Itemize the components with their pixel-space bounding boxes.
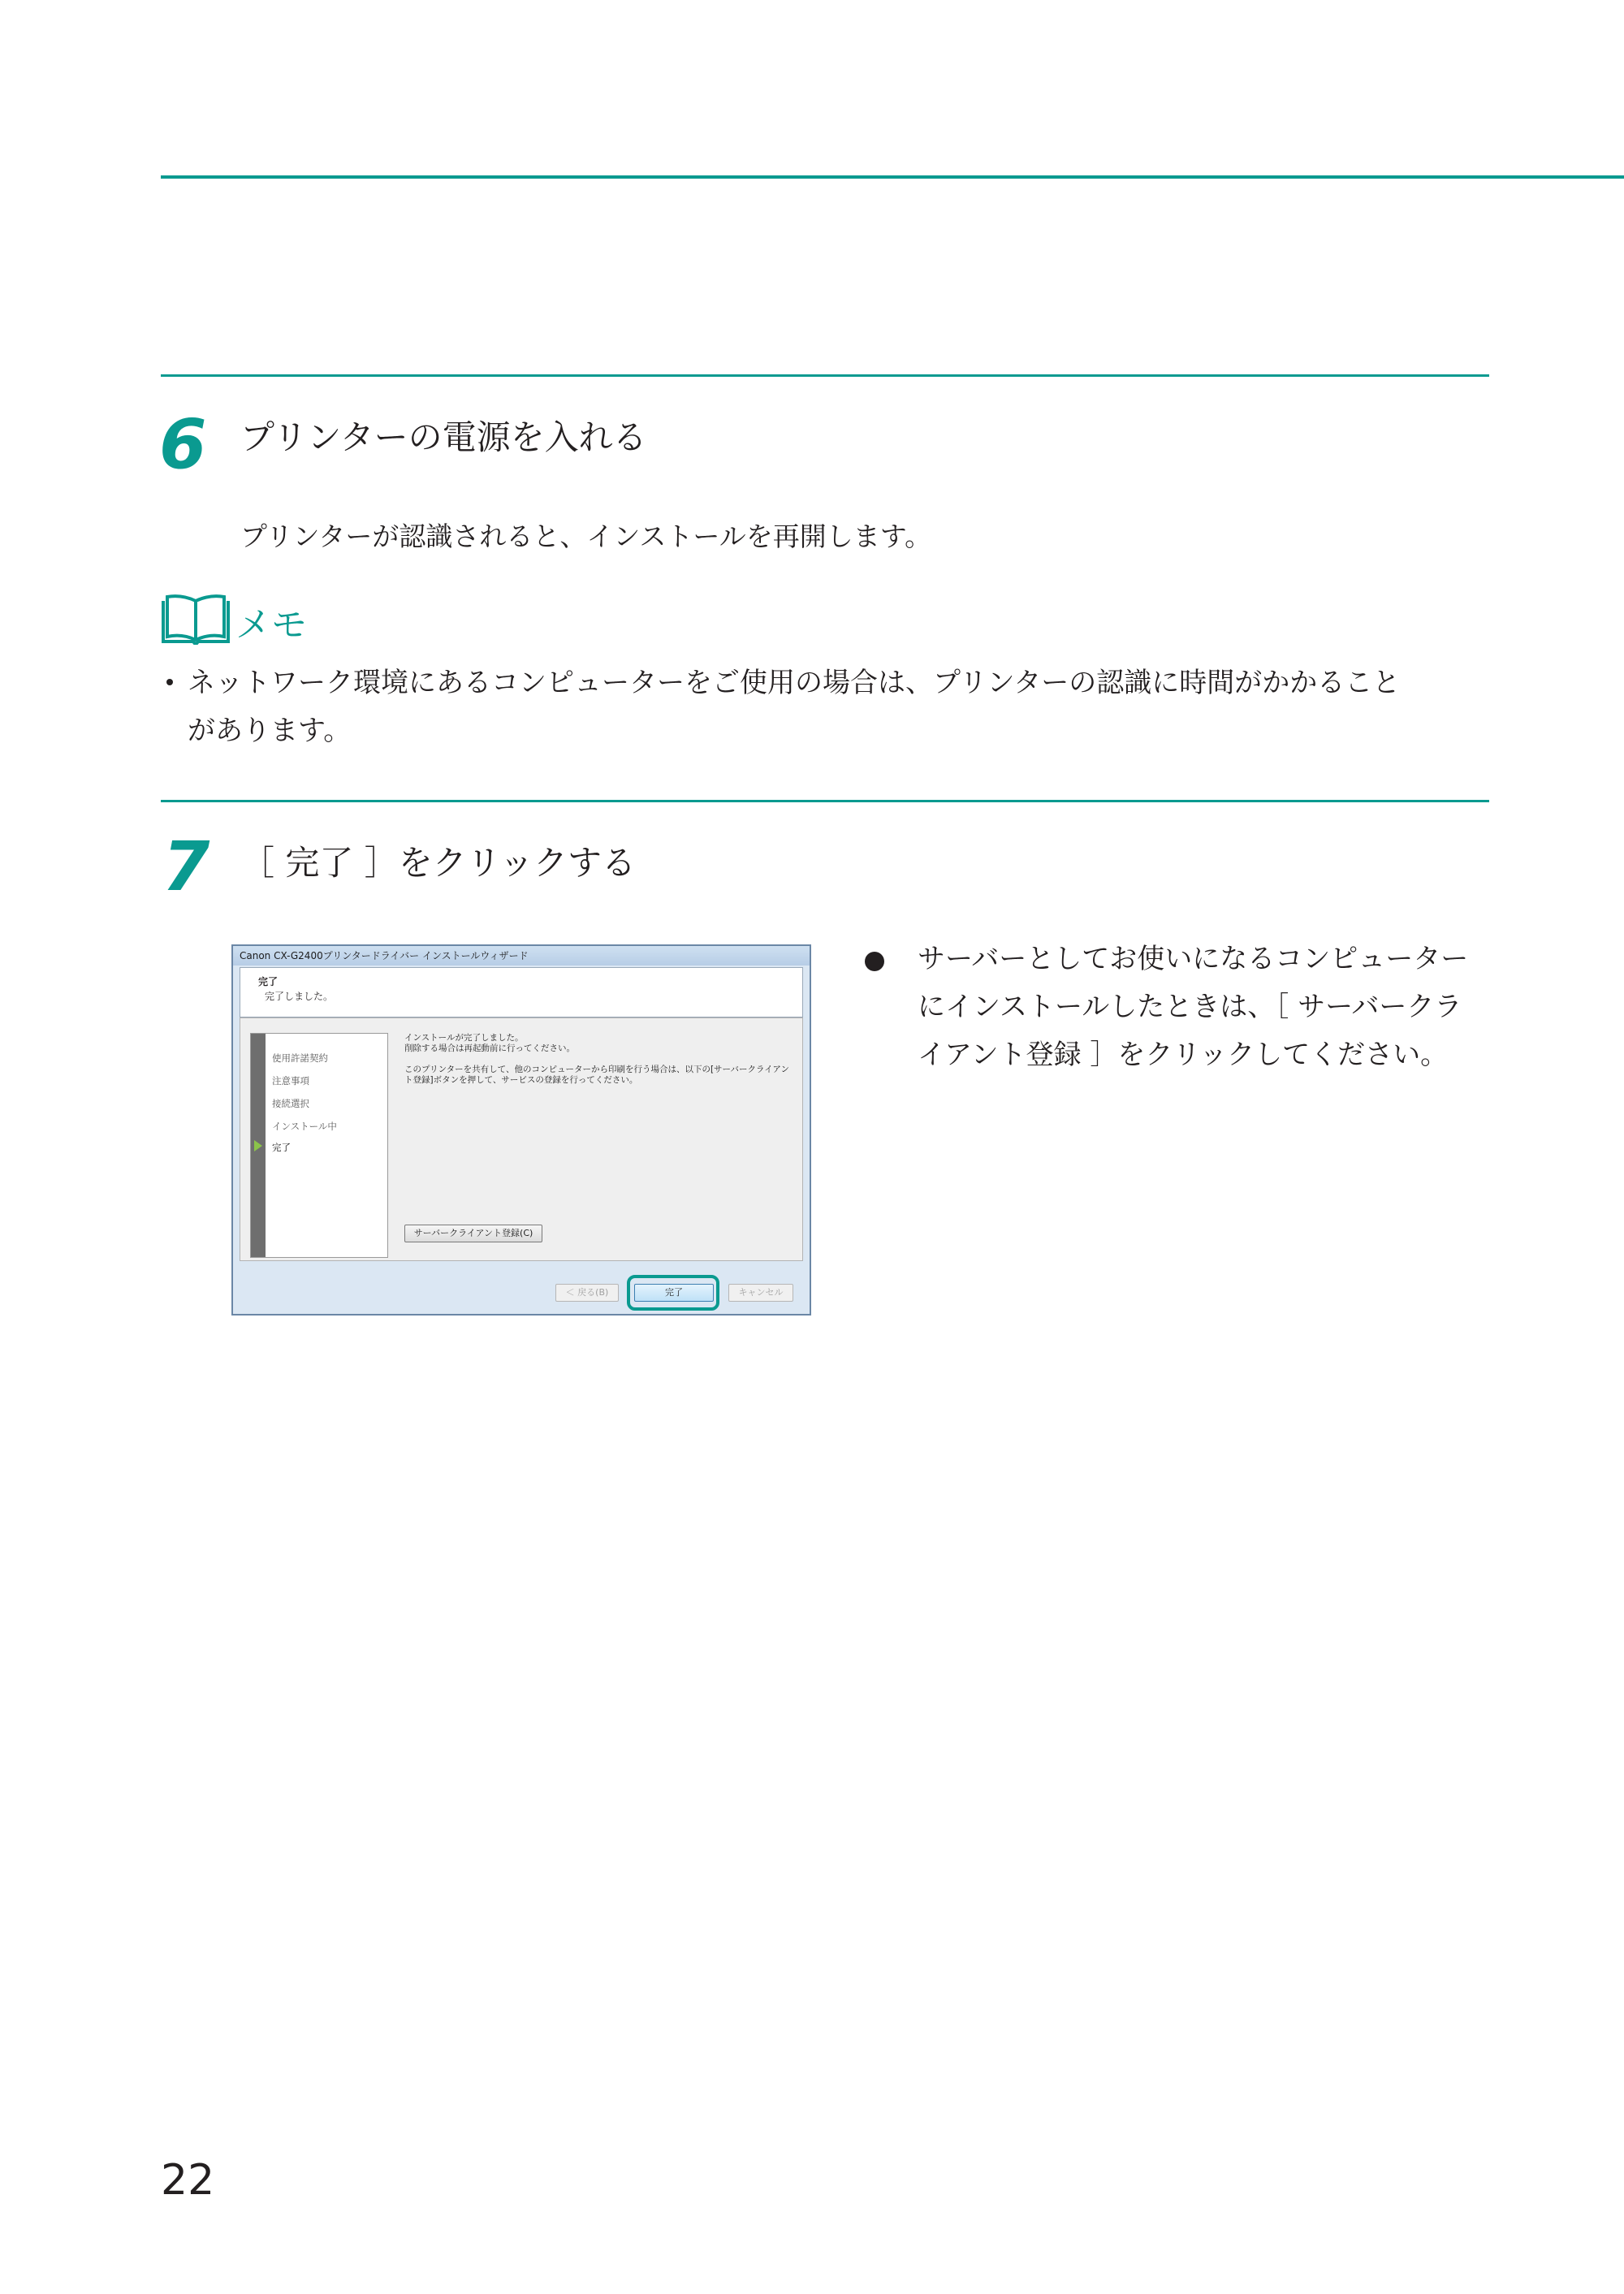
step6-title: プリンターの電源を入れる — [240, 417, 647, 457]
step6-rule — [161, 374, 1489, 377]
open-book-icon — [161, 594, 231, 648]
step6-body: プリンターが認識されると、インストールを再開します。 — [240, 521, 932, 552]
memo-text-line2: があります。 — [188, 715, 352, 747]
installer-msg-line1: インストールが完了しました。 — [404, 1033, 524, 1043]
memo-bullet — [166, 679, 173, 685]
top-rule — [161, 175, 1624, 179]
memo-label: メモ — [235, 604, 307, 646]
installer-msg-line2: 削除する場合は再起動前に行ってください。 — [404, 1043, 575, 1053]
step7-rule — [161, 800, 1489, 802]
step6-number: 6 — [159, 404, 207, 484]
installer-window-title: Canon CX-G2400プリンタードライバー インストールウィザード — [233, 946, 810, 966]
step7-title: ［ 完了 ］をクリックする — [240, 843, 637, 883]
installer-screenshot — [231, 944, 811, 1315]
memo-text-line1: ネットワーク環境にあるコンピューターをご使用の場合は、プリンターの認識に時間がかかること — [188, 667, 1401, 699]
installer-header-title: 完了 — [258, 976, 279, 987]
installer-step-connection: 接続選択 — [272, 1098, 309, 1109]
page-number: 22 — [161, 2156, 215, 2205]
back-button[interactable]: ＜ 戻る(B) — [555, 1284, 619, 1302]
installer-step-license: 使用許諾契約 — [272, 1052, 328, 1064]
installer-step-notes: 注意事項 — [272, 1075, 309, 1087]
installer-msg-line3: このプリンターを共有して、他のコンピューターから印刷を行う場合は、以下の[サーバークライアン — [404, 1065, 789, 1074]
installer-header — [240, 967, 803, 1017]
server-client-register-button[interactable]: サーバークライアント登録(C) — [404, 1225, 542, 1242]
installer-body — [240, 1017, 803, 1261]
installer-step-finish: 完了 — [272, 1142, 291, 1153]
installer-msg-line4: ト登録]ボタンを押して、サービスの登録を行ってください。 — [404, 1075, 638, 1085]
step7-number: 7 — [162, 827, 210, 906]
step7-note-line2: にインストールしたときは、［ サーバークラ — [918, 991, 1462, 1023]
memo-heading — [161, 594, 307, 648]
installer-step-installing: インストール中 — [272, 1121, 337, 1132]
installer-steps-sidebar — [250, 1033, 388, 1258]
step7-note-line3: イアント登録 ］をクリックしてください。 — [918, 1039, 1449, 1071]
installer-header-subtitle: 完了しました。 — [265, 991, 334, 1002]
current-step-arrow-icon — [254, 1140, 262, 1151]
finish-button-highlight — [627, 1275, 719, 1311]
step7-note-line1: サーバーとしてお使いになるコンピューター — [918, 943, 1469, 975]
cancel-button[interactable]: キャンセル — [728, 1284, 793, 1302]
finish-button[interactable]: 完了 — [634, 1284, 714, 1302]
step7-note-bullet — [865, 952, 884, 971]
